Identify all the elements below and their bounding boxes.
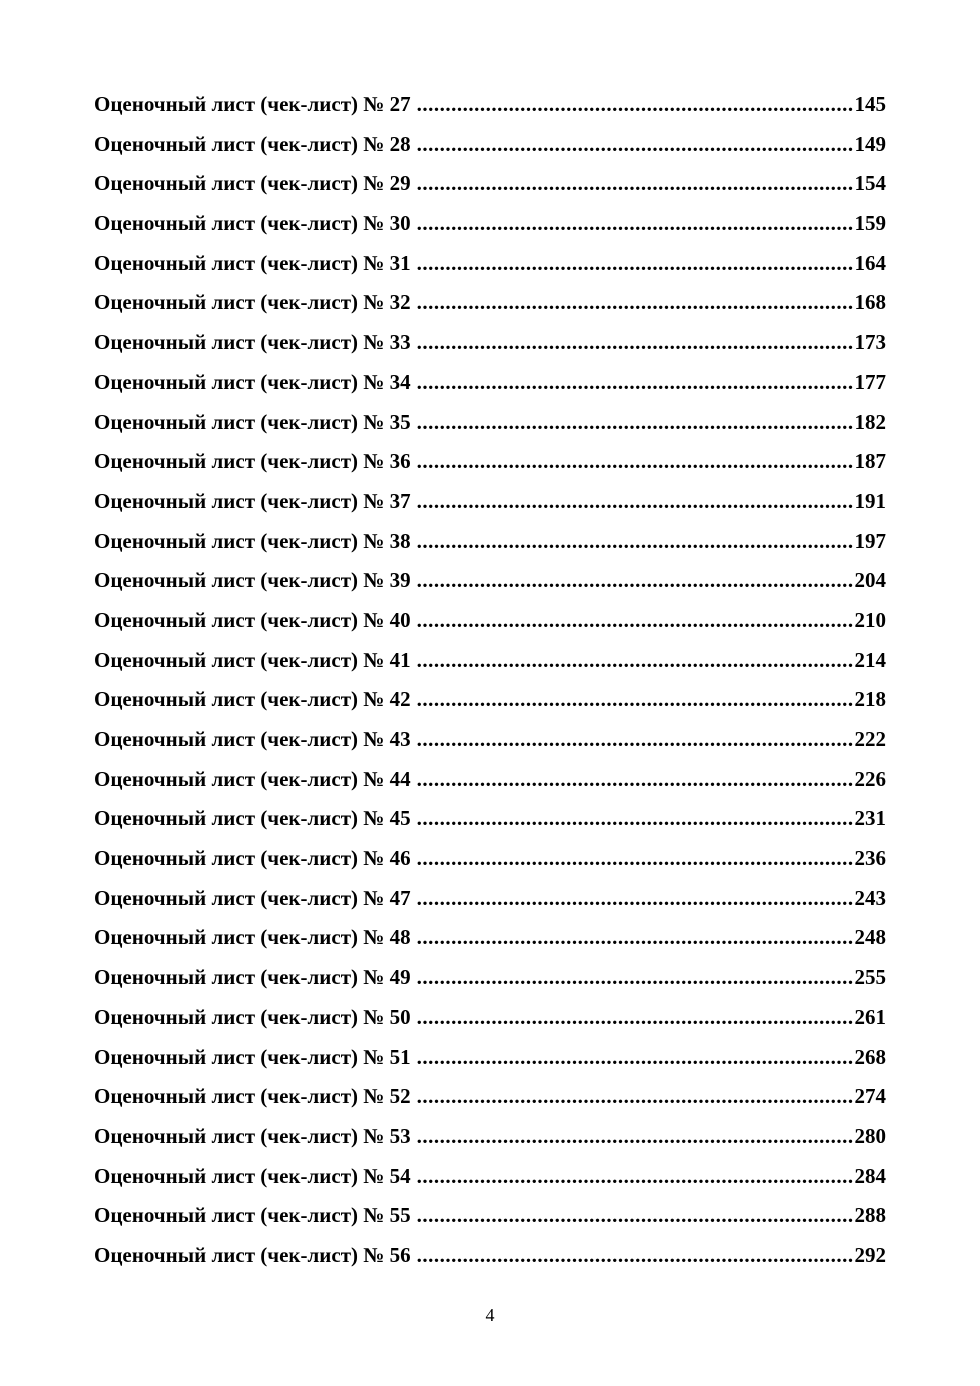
toc-entry-title: Оценочный лист (чек-лист) № 34 xyxy=(94,369,411,394)
toc-entry-page: 226 xyxy=(854,766,886,791)
toc-entry-title: Оценочный лист (чек-лист) № 50 xyxy=(94,1004,411,1029)
toc-entry[interactable] xyxy=(94,529,886,569)
toc-dot-leader xyxy=(417,886,853,911)
toc-entry-page: 231 xyxy=(854,806,886,831)
toc-entry[interactable] xyxy=(94,1124,886,1164)
toc-dot-leader xyxy=(417,171,853,196)
toc-dot-leader xyxy=(417,1203,853,1228)
table-of-contents xyxy=(94,92,886,1283)
toc-entry[interactable] xyxy=(94,370,886,410)
toc-dot-leader xyxy=(417,529,853,554)
toc-dot-leader xyxy=(417,806,853,831)
toc-entry[interactable] xyxy=(94,211,886,251)
toc-entry[interactable] xyxy=(94,925,886,965)
toc-entry-page: 222 xyxy=(854,727,886,751)
toc-dot-leader xyxy=(417,211,853,236)
toc-entry-title: Оценочный лист (чек-лист) № 30 xyxy=(94,211,411,236)
toc-entry[interactable] xyxy=(94,449,886,489)
toc-entry-title: Оценочный лист (чек-лист) № 32 xyxy=(94,290,411,315)
toc-entry-title: Оценочный лист (чек-лист) № 35 xyxy=(94,409,411,434)
toc-entry-page: 284 xyxy=(854,1163,886,1188)
toc-entry-title: Оценочный лист (чек-лист) № 38 xyxy=(94,528,411,553)
toc-entry[interactable] xyxy=(94,1203,886,1243)
toc-entry-page: 182 xyxy=(854,409,886,434)
toc-entry-title: Оценочный лист (чек-лист) № 33 xyxy=(94,330,411,355)
toc-entry-title: Оценочный лист (чек-лист) № 43 xyxy=(94,727,411,751)
toc-entry-title: Оценочный лист (чек-лист) № 51 xyxy=(94,1044,411,1069)
toc-entry[interactable] xyxy=(94,489,886,529)
toc-entry-page: 173 xyxy=(854,330,886,355)
toc-entry-page: 248 xyxy=(854,925,886,950)
toc-dot-leader xyxy=(417,410,853,435)
toc-entry-title: Оценочный лист (чек-лист) № 29 xyxy=(94,171,411,196)
toc-entry-title: Оценочный лист (чек-лист) № 47 xyxy=(94,885,411,910)
page-number: 4 xyxy=(485,1305,495,1325)
toc-entry[interactable] xyxy=(94,410,886,450)
toc-dot-leader xyxy=(417,727,853,752)
toc-entry[interactable] xyxy=(94,767,886,807)
toc-dot-leader xyxy=(417,846,853,871)
toc-entry-title: Оценочный лист (чек-лист) № 27 xyxy=(94,92,411,116)
toc-dot-leader xyxy=(417,92,853,117)
toc-entry[interactable] xyxy=(94,965,886,1005)
toc-entry[interactable] xyxy=(94,290,886,330)
toc-dot-leader xyxy=(417,132,853,157)
toc-entry-title: Оценочный лист (чек-лист) № 52 xyxy=(94,1084,411,1109)
toc-entry[interactable] xyxy=(94,171,886,211)
toc-entry-page: 243 xyxy=(854,885,886,910)
toc-entry-page: 154 xyxy=(854,171,886,196)
toc-dot-leader xyxy=(417,330,853,355)
toc-entry[interactable] xyxy=(94,727,886,767)
toc-entry-title: Оценочный лист (чек-лист) № 37 xyxy=(94,488,411,513)
toc-entry[interactable] xyxy=(94,846,886,886)
toc-entry[interactable] xyxy=(94,687,886,727)
toc-entry[interactable] xyxy=(94,1084,886,1124)
toc-entry[interactable] xyxy=(94,608,886,648)
toc-dot-leader xyxy=(417,1084,853,1109)
toc-entry-page: 149 xyxy=(854,131,886,156)
toc-dot-leader xyxy=(417,767,853,792)
toc-dot-leader xyxy=(417,925,853,950)
toc-entry[interactable] xyxy=(94,1164,886,1204)
toc-entry-page: 292 xyxy=(854,1242,886,1267)
toc-dot-leader xyxy=(417,1124,853,1149)
toc-entry-page: 187 xyxy=(854,449,886,474)
toc-entry-title: Оценочный лист (чек-лист) № 49 xyxy=(94,965,411,990)
toc-entry-title: Оценочный лист (чек-лист) № 41 xyxy=(94,647,411,672)
toc-entry-title: Оценочный лист (чек-лист) № 28 xyxy=(94,131,411,156)
toc-entry-title: Оценочный лист (чек-лист) № 46 xyxy=(94,846,411,871)
toc-entry-page: 288 xyxy=(854,1203,886,1228)
toc-entry-title: Оценочный лист (чек-лист) № 31 xyxy=(94,250,411,275)
toc-entry[interactable] xyxy=(94,1045,886,1085)
toc-entry-page: 204 xyxy=(854,568,886,593)
toc-entry-title: Оценочный лист (чек-лист) № 53 xyxy=(94,1123,411,1148)
toc-entry[interactable] xyxy=(94,568,886,608)
toc-entry-page: 261 xyxy=(854,1004,886,1029)
toc-entry-page: 280 xyxy=(854,1123,886,1148)
toc-dot-leader xyxy=(417,1005,853,1030)
toc-dot-leader xyxy=(417,687,853,712)
toc-entry[interactable] xyxy=(94,1243,886,1283)
toc-entry-title: Оценочный лист (чек-лист) № 45 xyxy=(94,806,411,831)
toc-dot-leader xyxy=(417,489,853,514)
toc-entry-page: 255 xyxy=(854,965,886,990)
toc-dot-leader xyxy=(417,648,853,673)
toc-entry-page: 177 xyxy=(854,369,886,394)
toc-dot-leader xyxy=(417,449,853,474)
toc-entry[interactable] xyxy=(94,92,886,132)
toc-entry-page: 214 xyxy=(854,647,886,672)
toc-dot-leader xyxy=(417,290,853,315)
toc-dot-leader xyxy=(417,251,853,276)
toc-entry-title: Оценочный лист (чек-лист) № 39 xyxy=(94,568,411,593)
toc-entry[interactable] xyxy=(94,330,886,370)
toc-dot-leader xyxy=(417,1045,853,1070)
toc-entry[interactable] xyxy=(94,132,886,172)
toc-dot-leader xyxy=(417,1164,853,1189)
toc-entry-page: 210 xyxy=(854,607,886,632)
toc-entry-title: Оценочный лист (чек-лист) № 48 xyxy=(94,925,411,950)
toc-entry-title: Оценочный лист (чек-лист) № 56 xyxy=(94,1242,411,1267)
toc-entry-page: 197 xyxy=(854,528,886,553)
toc-entry-page: 159 xyxy=(854,211,886,236)
toc-entry[interactable] xyxy=(94,648,886,688)
toc-entry-title: Оценочный лист (чек-лист) № 36 xyxy=(94,449,411,474)
toc-entry-page: 236 xyxy=(854,846,886,871)
toc-entry-page: 218 xyxy=(854,687,886,712)
toc-entry-title: Оценочный лист (чек-лист) № 42 xyxy=(94,687,411,712)
toc-dot-leader xyxy=(417,370,853,395)
toc-entry-title: Оценочный лист (чек-лист) № 54 xyxy=(94,1163,411,1188)
toc-entry-page: 274 xyxy=(854,1084,886,1109)
toc-entry-page: 145 xyxy=(854,92,886,116)
toc-entry[interactable] xyxy=(94,886,886,926)
toc-entry[interactable] xyxy=(94,806,886,846)
toc-entry-title: Оценочный лист (чек-лист) № 40 xyxy=(94,607,411,632)
toc-dot-leader xyxy=(417,608,853,633)
toc-dot-leader xyxy=(417,1243,853,1268)
toc-entry[interactable] xyxy=(94,251,886,291)
toc-dot-leader xyxy=(417,965,853,990)
toc-entry-title: Оценочный лист (чек-лист) № 55 xyxy=(94,1203,411,1228)
toc-entry-page: 268 xyxy=(854,1044,886,1069)
toc-entry-page: 164 xyxy=(854,250,886,275)
toc-entry-title: Оценочный лист (чек-лист) № 44 xyxy=(94,766,411,791)
toc-entry-page: 168 xyxy=(854,290,886,315)
toc-entry-page: 191 xyxy=(854,488,886,513)
toc-entry[interactable] xyxy=(94,1005,886,1045)
toc-dot-leader xyxy=(417,568,853,593)
